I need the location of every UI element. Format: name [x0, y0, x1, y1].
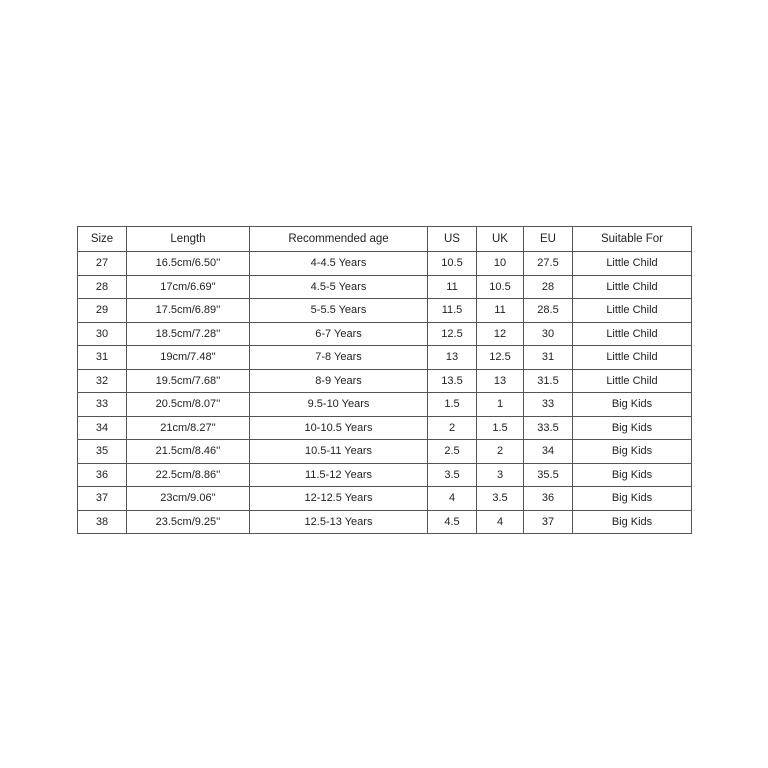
- us-size-cell: 4: [428, 487, 477, 511]
- size-cell: 30: [78, 322, 127, 346]
- suitable-for-cell: Big Kids: [573, 487, 692, 511]
- suitable-for-cell: Big Kids: [573, 510, 692, 534]
- uk-size-cell: 2: [477, 440, 524, 464]
- size-cell: 37: [78, 487, 127, 511]
- uk-size-cell: 4: [477, 510, 524, 534]
- uk-size-cell: 3: [477, 463, 524, 487]
- recommended-age-cell: 5-5.5 Years: [250, 299, 428, 323]
- us-size-cell: 2.5: [428, 440, 477, 464]
- size-cell: 29: [78, 299, 127, 323]
- size-chart-body: [78, 252, 692, 534]
- uk-size-cell: 12: [477, 322, 524, 346]
- table-row: [78, 393, 692, 417]
- header-row: [78, 227, 692, 252]
- us-size-cell: 1.5: [428, 393, 477, 417]
- size-cell: 31: [78, 346, 127, 370]
- recommended-age-cell: 4-4.5 Years: [250, 252, 428, 276]
- length-cell: 20.5cm/8.07'': [127, 393, 250, 417]
- eu-size-cell: 28.5: [524, 299, 573, 323]
- us-size-cell: 13.5: [428, 369, 477, 393]
- length-cell: 21cm/8.27'': [127, 416, 250, 440]
- recommended-age-cell: 12.5-13 Years: [250, 510, 428, 534]
- size-cell: 38: [78, 510, 127, 534]
- size-chart-table: [77, 226, 692, 534]
- table-row: [78, 299, 692, 323]
- length-cell: 23.5cm/9.25'': [127, 510, 250, 534]
- recommended-age-cell: 4.5-5 Years: [250, 275, 428, 299]
- uk-size-cell: 13: [477, 369, 524, 393]
- table-row: [78, 487, 692, 511]
- recommended-age-cell: 10.5-11 Years: [250, 440, 428, 464]
- uk-size-cell: 1.5: [477, 416, 524, 440]
- table-row: [78, 463, 692, 487]
- us-size-cell: 4.5: [428, 510, 477, 534]
- suitable-for-cell: Big Kids: [573, 416, 692, 440]
- uk-size-cell: 3.5: [477, 487, 524, 511]
- header-length: Length: [127, 227, 250, 252]
- eu-size-cell: 31.5: [524, 369, 573, 393]
- length-cell: 17cm/6.69'': [127, 275, 250, 299]
- header-size: Size: [78, 227, 127, 252]
- eu-size-cell: 37: [524, 510, 573, 534]
- us-size-cell: 2: [428, 416, 477, 440]
- uk-size-cell: 10: [477, 252, 524, 276]
- table-row: [78, 416, 692, 440]
- eu-size-cell: 33.5: [524, 416, 573, 440]
- suitable-for-cell: Big Kids: [573, 463, 692, 487]
- length-cell: 19.5cm/7.68'': [127, 369, 250, 393]
- us-size-cell: 11: [428, 275, 477, 299]
- eu-size-cell: 30: [524, 322, 573, 346]
- length-cell: 22.5cm/8.86'': [127, 463, 250, 487]
- uk-size-cell: 12.5: [477, 346, 524, 370]
- eu-size-cell: 28: [524, 275, 573, 299]
- table-row: [78, 252, 692, 276]
- suitable-for-cell: Little Child: [573, 322, 692, 346]
- header-eu: EU: [524, 227, 573, 252]
- eu-size-cell: 27.5: [524, 252, 573, 276]
- recommended-age-cell: 6-7 Years: [250, 322, 428, 346]
- recommended-age-cell: 8-9 Years: [250, 369, 428, 393]
- eu-size-cell: 33: [524, 393, 573, 417]
- size-cell: 34: [78, 416, 127, 440]
- suitable-for-cell: Little Child: [573, 252, 692, 276]
- table-row: [78, 346, 692, 370]
- length-cell: 16.5cm/6.50'': [127, 252, 250, 276]
- header-suitable-for: Suitable For: [573, 227, 692, 252]
- length-cell: 17.5cm/6.89'': [127, 299, 250, 323]
- us-size-cell: 11.5: [428, 299, 477, 323]
- us-size-cell: 10.5: [428, 252, 477, 276]
- uk-size-cell: 1: [477, 393, 524, 417]
- eu-size-cell: 31: [524, 346, 573, 370]
- recommended-age-cell: 12-12.5 Years: [250, 487, 428, 511]
- eu-size-cell: 34: [524, 440, 573, 464]
- us-size-cell: 3.5: [428, 463, 477, 487]
- length-cell: 18.5cm/7.28'': [127, 322, 250, 346]
- eu-size-cell: 36: [524, 487, 573, 511]
- size-cell: 35: [78, 440, 127, 464]
- size-chart-header: [78, 227, 692, 252]
- size-cell: 36: [78, 463, 127, 487]
- us-size-cell: 13: [428, 346, 477, 370]
- eu-size-cell: 35.5: [524, 463, 573, 487]
- size-cell: 32: [78, 369, 127, 393]
- suitable-for-cell: Big Kids: [573, 393, 692, 417]
- suitable-for-cell: Little Child: [573, 346, 692, 370]
- header-uk: UK: [477, 227, 524, 252]
- size-cell: 27: [78, 252, 127, 276]
- suitable-for-cell: Little Child: [573, 369, 692, 393]
- size-cell: 28: [78, 275, 127, 299]
- uk-size-cell: 10.5: [477, 275, 524, 299]
- header-us: US: [428, 227, 477, 252]
- suitable-for-cell: Little Child: [573, 299, 692, 323]
- table-row: [78, 440, 692, 464]
- table-row: [78, 322, 692, 346]
- us-size-cell: 12.5: [428, 322, 477, 346]
- table-row: [78, 369, 692, 393]
- uk-size-cell: 11: [477, 299, 524, 323]
- suitable-for-cell: Big Kids: [573, 440, 692, 464]
- length-cell: 21.5cm/8.46'': [127, 440, 250, 464]
- table-row: [78, 275, 692, 299]
- suitable-for-cell: Little Child: [573, 275, 692, 299]
- header-recommended-age: Recommended age: [250, 227, 428, 252]
- recommended-age-cell: 7-8 Years: [250, 346, 428, 370]
- length-cell: 23cm/9.06'': [127, 487, 250, 511]
- recommended-age-cell: 9.5-10 Years: [250, 393, 428, 417]
- recommended-age-cell: 10-10.5 Years: [250, 416, 428, 440]
- length-cell: 19cm/7.48'': [127, 346, 250, 370]
- size-cell: 33: [78, 393, 127, 417]
- recommended-age-cell: 11.5-12 Years: [250, 463, 428, 487]
- table-row: [78, 510, 692, 534]
